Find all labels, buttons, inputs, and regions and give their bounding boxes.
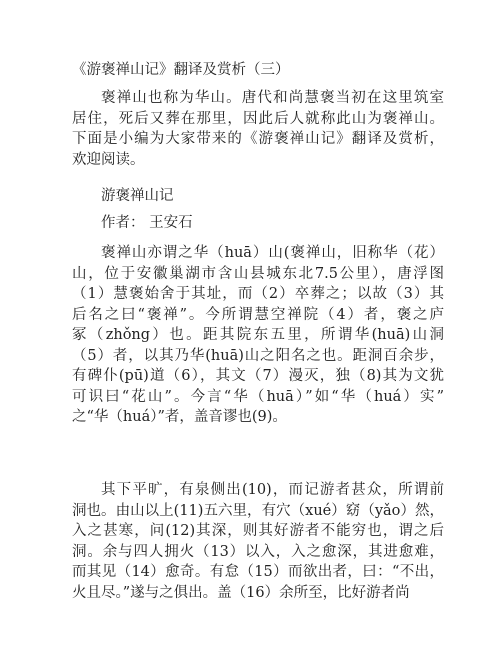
author-block [72,213,444,234]
body-line: 入之甚寒，问(12)其深，则其好游者不能穷也，谓之后 [72,523,444,539]
body-line: 冢（zhǒng）也。距其院东五里，所谓华(huā)山洞 [72,327,444,343]
body-paragraph-2 [72,480,444,603]
document-title: 《游褒禅山记》翻译及赏析（三） [72,62,290,78]
body-line: 后名之曰“褒禅”。今所谓慧空禅院（4）者，褒之庐 [72,306,444,323]
body-line: 洞。余与四人拥火（13）以入，入之愈深，其进愈难， [72,543,444,560]
body-line: 山，位于安徽巢湖市含山县城东北7.5公里），唐浮图 [72,265,444,282]
body-paragraph-1 [72,243,444,428]
article-heading-block [72,186,444,207]
author-line: 作者： 王安石 [101,215,193,231]
body-line: 火且尽。”遂与之俱出。盖（16）余所至，比好游者尚 [72,584,410,601]
intro-paragraph [72,88,444,170]
body-line: 褒禅山亦谓之华（huā）山(褒禅山，旧称华（花） [101,245,444,261]
intro-line: 居住，死后又葬在那里，因此后人就称此山为褒禅山。 [72,110,444,127]
body-line: 可识曰“花山”。今言“华（huā）”如“华（huá）实” [72,388,444,405]
body-line: （5）者，以其乃华(huā)山之阳名之也。距洞百余步， [72,347,444,364]
body-line: 洞也。由山以上(11)五六里，有穴（xué）窈（yǎo）然， [72,502,444,519]
intro-line: 褒禅山也称为华山。唐代和尚慧褒当初在这里筑室 [101,90,444,106]
body-line: 而其见（14）愈奇。有怠（15）而欲出者，曰：“不出， [72,564,444,580]
intro-line: 欢迎阅读。 [72,151,145,168]
body-line: （1）慧褒始舍于其址，而（2）卒葬之；以故（3）其 [72,286,444,302]
body-line: 之“华（huá）”者，盖音谬也(9)。 [72,409,287,425]
body-line: 其下平旷，有泉侧出(10)，而记游者甚众，所谓前 [101,482,444,498]
body-line: 有碑仆(pū)道（6），其文（7）漫灭，独（8)其为文犹 [72,368,444,384]
intro-line: 下面是小编为大家带来的《游褒禅山记》翻译及赏析， [72,131,444,147]
article-heading: 游褒禅山记 [101,188,174,204]
